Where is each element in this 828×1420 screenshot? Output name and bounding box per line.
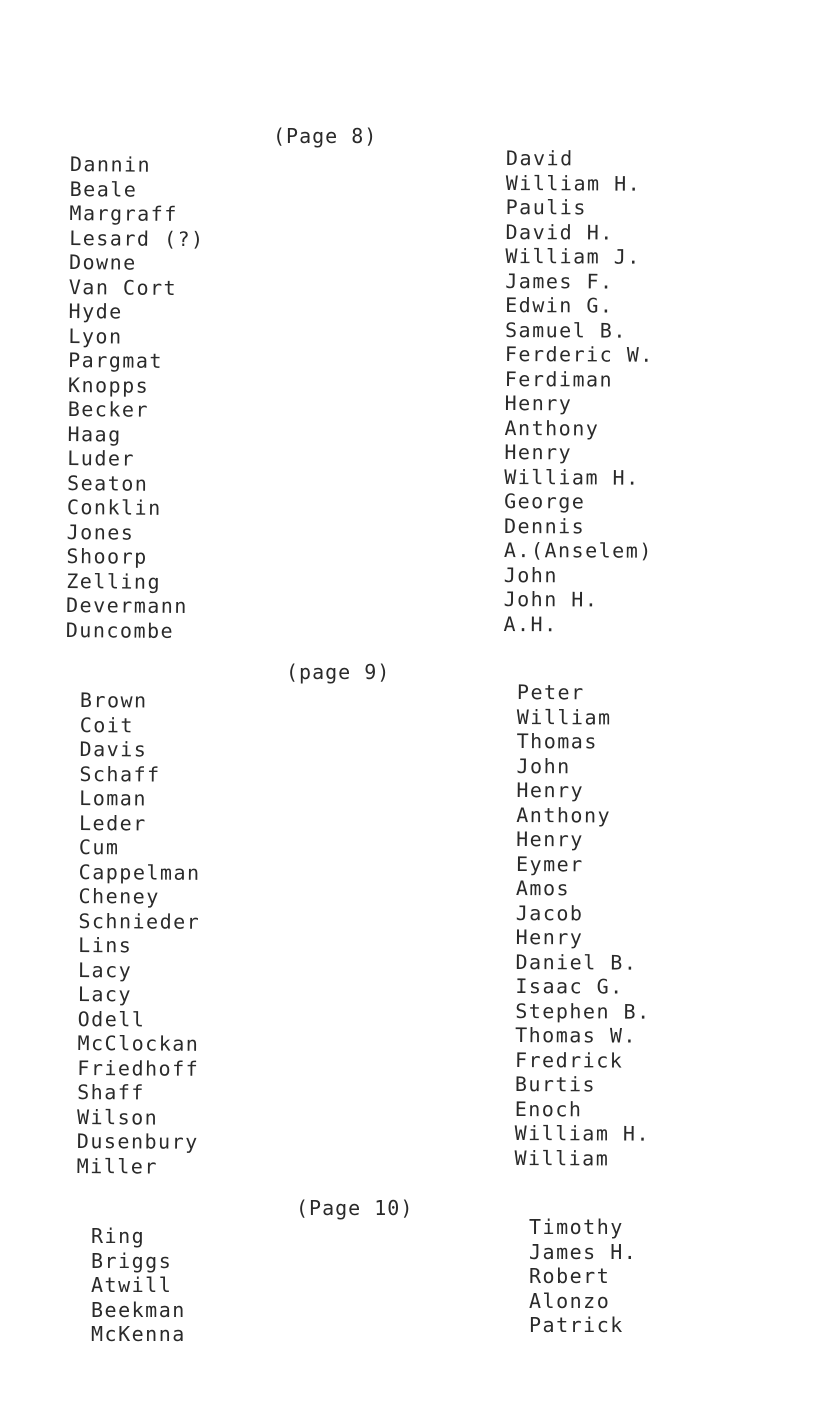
surname: Dusenbury bbox=[76, 1128, 199, 1154]
page-label: (Page 8) bbox=[273, 124, 378, 148]
given-name: William bbox=[516, 704, 612, 729]
given-name: Isaac G. bbox=[515, 973, 624, 999]
given-name: Paulis bbox=[505, 194, 587, 220]
surname: Wilson bbox=[76, 1104, 159, 1130]
surname: Lacy bbox=[77, 981, 133, 1007]
surname: Cum bbox=[78, 834, 120, 860]
surname: Dannin bbox=[69, 152, 152, 177]
surname: Shaff bbox=[77, 1079, 145, 1105]
given-name: Dennis bbox=[503, 513, 586, 538]
given-name: Fredrick bbox=[514, 1047, 624, 1073]
given-name: William H. bbox=[504, 464, 640, 490]
given-name: Jacob bbox=[515, 900, 584, 925]
given-name: David H. bbox=[505, 219, 614, 245]
given-name: George bbox=[504, 488, 586, 514]
surname: Devermann bbox=[65, 592, 189, 619]
given-name: Eymer bbox=[515, 851, 584, 876]
given-name-list bbox=[529, 1215, 637, 1338]
given-name: Ferdiman bbox=[504, 366, 614, 392]
given-name: Robert bbox=[529, 1264, 611, 1288]
surname: Leder bbox=[78, 810, 147, 835]
given-name: John bbox=[516, 753, 571, 778]
surname: Ring bbox=[91, 1224, 146, 1248]
surname: Lins bbox=[78, 932, 133, 958]
given-name: Henry bbox=[504, 439, 573, 465]
given-name: William J. bbox=[505, 243, 641, 269]
surname: Van Cort bbox=[68, 274, 178, 300]
surname: Shoorp bbox=[66, 543, 148, 569]
given-name: Henry bbox=[516, 777, 585, 803]
given-name: Henry bbox=[515, 924, 584, 950]
surname: Becker bbox=[67, 396, 150, 422]
page-label: (page 9) bbox=[286, 660, 391, 684]
given-name: Anthony bbox=[516, 802, 612, 827]
given-name: James F. bbox=[505, 268, 614, 294]
surname: Schaff bbox=[79, 761, 161, 787]
surname: Briggs bbox=[91, 1248, 173, 1273]
given-name: Burtis bbox=[514, 1071, 597, 1097]
given-name: James H. bbox=[529, 1239, 638, 1264]
surname: Lacy bbox=[77, 957, 133, 982]
given-name: Thomas W. bbox=[515, 1022, 638, 1048]
given-name: Edwin G. bbox=[505, 292, 614, 318]
surname: Seaton bbox=[67, 470, 149, 496]
given-name: Peter bbox=[516, 680, 585, 705]
surname: Loman bbox=[79, 785, 148, 811]
surname: Beale bbox=[69, 176, 138, 202]
surname: Downe bbox=[68, 249, 137, 275]
surname: Coit bbox=[79, 712, 134, 737]
given-name: Daniel B. bbox=[515, 949, 638, 975]
given-name: Stephen B. bbox=[515, 998, 651, 1024]
given-name: Patrick bbox=[529, 1313, 624, 1337]
surname: Cheney bbox=[78, 883, 160, 909]
given-name: William H. bbox=[514, 1120, 651, 1146]
given-name: Anthony bbox=[504, 415, 600, 440]
surname: Hyde bbox=[68, 298, 123, 324]
surname: Atwill bbox=[91, 1273, 173, 1297]
given-name: A.H. bbox=[503, 611, 558, 636]
surname: Luder bbox=[67, 445, 136, 471]
given-name-list bbox=[514, 680, 652, 1171]
surname: Odell bbox=[77, 1006, 146, 1031]
surname: Zelling bbox=[66, 568, 162, 594]
surname: Schnieder bbox=[78, 908, 201, 934]
surname: Lesard (?) bbox=[69, 225, 205, 251]
surname: Jones bbox=[66, 519, 135, 545]
page-label: (Page 10) bbox=[296, 1196, 414, 1220]
given-name: Alonzo bbox=[529, 1288, 611, 1313]
given-name: Samuel B. bbox=[504, 317, 627, 343]
surname-list bbox=[91, 1224, 186, 1347]
surname-list bbox=[77, 688, 202, 1179]
surname: Beekman bbox=[91, 1297, 186, 1322]
surname: Brown bbox=[79, 688, 148, 713]
surname: Miller bbox=[76, 1153, 158, 1179]
given-name: Enoch bbox=[514, 1096, 583, 1121]
given-name: William H. bbox=[505, 170, 642, 196]
given-name: Henry bbox=[516, 826, 584, 852]
given-name: Amos bbox=[515, 875, 571, 901]
surname: Duncombe bbox=[65, 617, 175, 643]
surname: Pargmat bbox=[68, 347, 164, 373]
given-name: Ferderic W. bbox=[504, 341, 654, 367]
given-name: Timothy bbox=[529, 1215, 624, 1239]
surname: McKenna bbox=[91, 1322, 186, 1346]
given-name: John bbox=[503, 562, 558, 587]
surname: Conklin bbox=[66, 494, 162, 520]
given-name: A.(Anselem) bbox=[503, 537, 653, 563]
surname-list bbox=[66, 152, 206, 643]
surname: Friedhoff bbox=[77, 1055, 200, 1081]
given-name: Thomas bbox=[516, 728, 598, 754]
given-name-list bbox=[503, 146, 655, 637]
surname: Cappelman bbox=[78, 859, 201, 885]
given-name: Henry bbox=[504, 390, 573, 416]
surname: Davis bbox=[79, 736, 148, 762]
surname: McClockan bbox=[77, 1030, 200, 1056]
surname: Haag bbox=[67, 421, 122, 446]
surname: Knopps bbox=[67, 372, 150, 398]
surname: Margraff bbox=[69, 200, 178, 226]
given-name: John H. bbox=[503, 586, 599, 612]
given-name: David bbox=[505, 146, 574, 171]
surname: Lyon bbox=[68, 323, 123, 348]
given-name: William bbox=[514, 1145, 610, 1170]
